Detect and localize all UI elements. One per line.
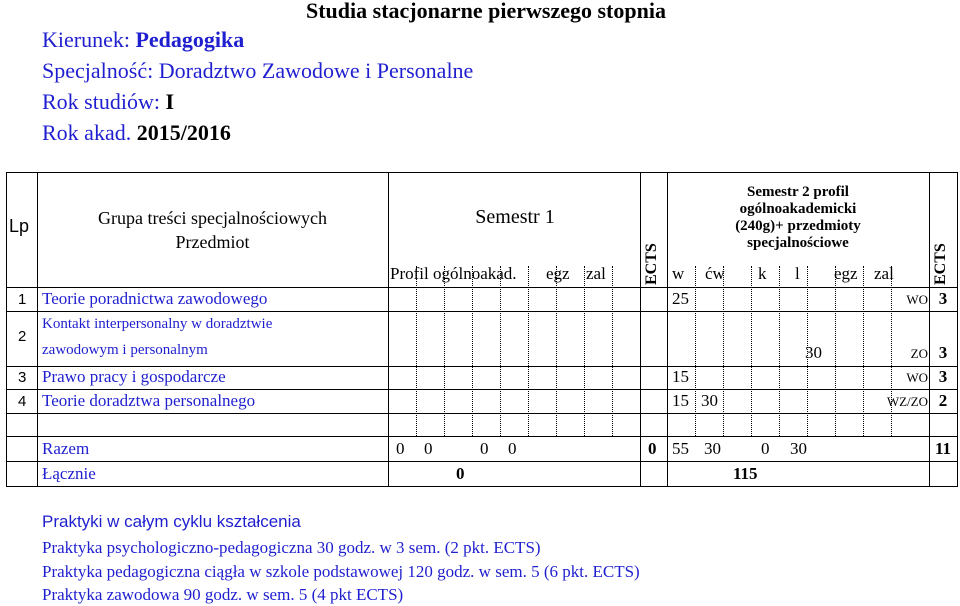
row-ects: 2 bbox=[938, 391, 948, 410]
row-l: 30 bbox=[805, 343, 822, 362]
s2-w: w bbox=[672, 264, 685, 283]
razem-s2-value: 30 bbox=[704, 439, 721, 458]
razem-s1-value: 0 bbox=[424, 439, 433, 458]
rok-studiow-value: I bbox=[165, 89, 175, 114]
razem-s2-value: 30 bbox=[790, 439, 807, 458]
s2-zal: zal bbox=[874, 264, 894, 283]
group-header-line2: Przedmiot bbox=[175, 232, 250, 252]
practice-line: Praktyka pedagogiczna ciągła w szkole podstawowej 120 godz. w sem. 5 (6 pkt. ECTS) bbox=[42, 562, 640, 581]
rok-akad-line bbox=[42, 120, 231, 146]
row-zal: WZ/ZO bbox=[886, 394, 928, 409]
s2-egz: egz bbox=[834, 264, 858, 283]
profil-label: Profil ogólnoakad. bbox=[390, 264, 517, 283]
rok-akad-value: 2015/2016 bbox=[136, 120, 231, 145]
kierunek-value: Pedagogika bbox=[135, 27, 245, 52]
row-subject-line1: Kontakt interpersonalny w doradztwie bbox=[42, 316, 273, 332]
rok-studiow-line bbox=[42, 89, 174, 115]
s2-k: k bbox=[758, 264, 767, 283]
s1-egz: egz bbox=[546, 264, 570, 283]
semestr2-line3: (240g)+ przedmioty bbox=[735, 218, 861, 234]
semestr2-line4: specjalnościowe bbox=[747, 235, 849, 251]
practice-title: Praktyki w całym cyklu kształcenia bbox=[42, 512, 301, 531]
razem-s1-value: 0 bbox=[480, 439, 489, 458]
kierunek-line bbox=[42, 27, 244, 53]
row-subject: Prawo pracy i gospodarcze bbox=[42, 367, 226, 386]
row-w: 25 bbox=[672, 289, 689, 308]
study-title: Studia stacjonarne pierwszego stopnia bbox=[306, 0, 666, 23]
ects-header-2: ECTS bbox=[932, 243, 949, 285]
row-subject-line2: zawodowym i personalnym bbox=[42, 342, 208, 358]
razem-s1-value: 0 bbox=[396, 439, 405, 458]
row-lp: 3 bbox=[18, 369, 27, 386]
group-header bbox=[40, 206, 385, 254]
specjalnosc-line: Specjalność: Doradztwo Zawodowe i Personalne bbox=[42, 58, 474, 83]
semestr2-line1: Semestr 2 profil bbox=[747, 184, 849, 200]
kierunek-label: Kierunek: bbox=[42, 27, 136, 52]
s1-zal: zal bbox=[586, 264, 606, 283]
row-subject: Teorie poradnictwa zawodowego bbox=[42, 289, 268, 308]
row-w: 15 bbox=[672, 391, 689, 410]
row-subject: Teorie doradztwa personalnego bbox=[42, 391, 256, 410]
s2-cw: ćw bbox=[705, 264, 725, 283]
lacznie-label: Łącznie bbox=[42, 464, 96, 483]
razem-ects2: 11 bbox=[934, 439, 952, 458]
semestr2-line2: ogólnoakademicki bbox=[739, 201, 857, 217]
row-w: 15 bbox=[672, 367, 689, 386]
row-ects: 3 bbox=[938, 343, 948, 362]
row-zal: ZO bbox=[910, 346, 928, 361]
row-cw: 30 bbox=[701, 391, 718, 410]
razem-s2-value: 0 bbox=[761, 439, 770, 458]
razem-s2-value: 55 bbox=[672, 439, 689, 458]
row-lp: 2 bbox=[18, 328, 27, 345]
row-lp: 1 bbox=[18, 291, 27, 308]
lacznie-s1: 0 bbox=[456, 464, 465, 483]
razem-ects1: 0 bbox=[648, 439, 657, 458]
lp-header: Lp bbox=[9, 216, 30, 236]
row-zal: WO bbox=[906, 370, 928, 385]
razem-s1-value: 0 bbox=[508, 439, 517, 458]
semestr2-header bbox=[667, 184, 929, 252]
row-ects: 3 bbox=[938, 289, 948, 308]
group-header-line1: Grupa treści specjalnościowych bbox=[98, 208, 327, 228]
ects-header-1: ECTS bbox=[643, 243, 660, 285]
practice-line: Praktyka zawodowa 90 godz. w sem. 5 (4 pkt ECTS) bbox=[42, 585, 404, 604]
rok-studiow-label: Rok studiów: bbox=[42, 89, 166, 114]
lacznie-s2: 115 bbox=[733, 464, 758, 483]
row-lp: 4 bbox=[18, 393, 27, 410]
rok-akad-label: Rok akad. bbox=[42, 120, 137, 145]
row-zal: WO bbox=[906, 292, 928, 307]
semestr1-header: Semestr 1 bbox=[475, 206, 555, 228]
s2-l: l bbox=[795, 264, 800, 283]
practice-line: Praktyka psychologiczno-pedagogiczna 30 godz. w 3 sem. (2 pkt. ECTS) bbox=[42, 538, 541, 557]
razem-label: Razem bbox=[42, 439, 90, 458]
row-ects: 3 bbox=[938, 367, 948, 386]
